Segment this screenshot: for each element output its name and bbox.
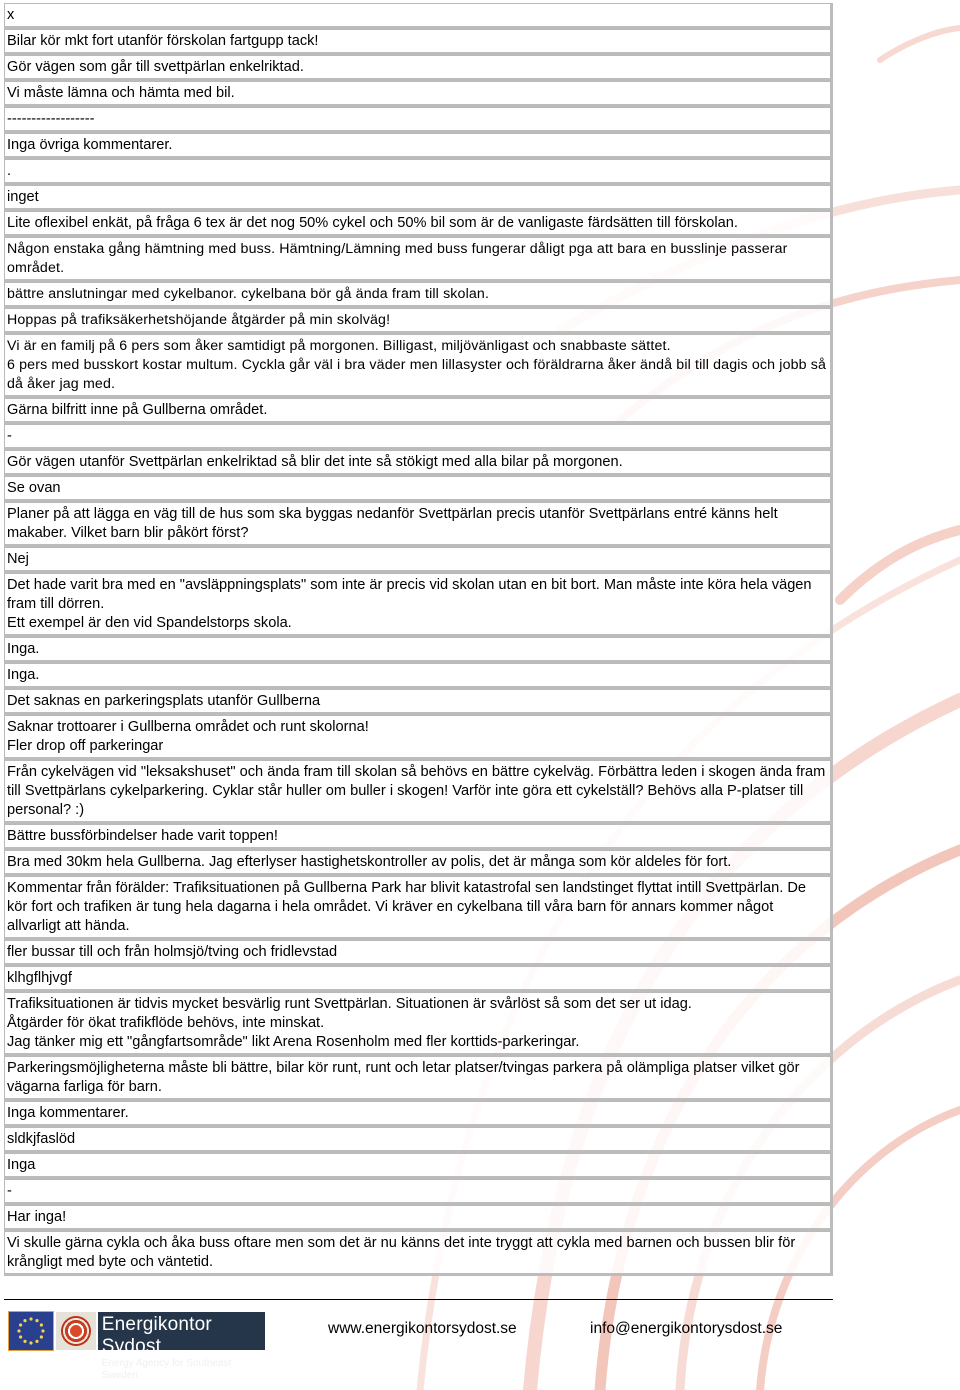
comment-row: Någon enstaka gång hämtning med buss. Hämtning/Lämning med buss fungerar dåligt pga att bara en busslinje passerar området. — [4, 237, 833, 282]
comment-row: Inga. — [4, 663, 833, 689]
comment-row: sldkjfaslöd — [4, 1127, 833, 1153]
comment-row: Det saknas en parkeringsplats utanför Gullberna — [4, 689, 833, 715]
comment-row: Nej — [4, 547, 833, 573]
comment-row: x — [4, 3, 833, 29]
comment-row: Det hade varit bra med en "avsläppningsplats" som inte är precis vid skolan utan en bit bort. Man måste inte köra hela vägen fram till dörren. Ett exempel är den vid Spandelstorps skola. — [4, 573, 833, 637]
comment-row: Saknar trottoarer i Gullberna området och runt skolorna! Fler drop off parkeringar — [4, 715, 833, 760]
comment-row: Inga övriga kommentarer. — [4, 133, 833, 159]
comment-row: Trafiksituationen är tidvis mycket besvärlig runt Svettpärlan. Situationen är svårlöst så som det ser ut idag. Åtgärder för ökat trafikflöde behövs, inte minskat. Jag tänker mig ett "gångfartsområde" likt Arena Rosenholm med fler korttids-parkeringar. — [4, 992, 833, 1056]
brand-subtitle: Energy Agency for Southeast Sweden — [101, 1358, 232, 1381]
comment-row: Vi är en familj på 6 pers som åker samtidigt på morgonen. Billigast, miljövänligast och snabbaste sättet. 6 pers med busskort kostar multum. Cyckla går väl i bra väder men lillasyster och föräldrarna åker ändå bil till dagis och jobb så då åker jag med. — [4, 334, 833, 398]
comment-row: Vi måste lämna och hämta med bil. — [4, 81, 833, 107]
comment-row: Vi skulle gärna cykla och åka buss oftare men som det är nu känns det inte tryggt att cykla med barnen och bussen blir för krångligt med byte och väntetid. — [4, 1231, 833, 1276]
comment-row: - — [4, 1179, 833, 1205]
comment-row: Gör vägen som går till svettpärlan enkelriktad. — [4, 55, 833, 81]
eu-flag-icon — [8, 1311, 54, 1351]
comment-row: Inga. — [4, 637, 833, 663]
comment-row: Se ovan — [4, 476, 833, 502]
comment-row: Inga kommentarer. — [4, 1101, 833, 1127]
comment-row: . — [4, 159, 833, 185]
comment-row: Bra med 30km hela Gullberna. Jag efterlyser hastighetskontroller av polis, det är många som kör aldeles för fort. — [4, 850, 833, 876]
comment-row: Bättre bussförbindelser hade varit toppen! — [4, 824, 833, 850]
comment-row: Parkeringsmöjligheterna måste bli bättre, bilar kör runt, runt och letar platser/tvingas parkera på olämpliga platser vilket gör vägarna farliga för barn. — [4, 1056, 833, 1101]
comment-row: Från cykelvägen vid "leksakshuset" och ända fram till skolan så behövs en bättre cykelväg. Förbättra leden i skogen ända fram till Svettpärlans cykelparkering. Cyklar står huller om buller i skogen! Varför inte göra ett cykelställ? Behövs alla P-platser till personal? :) — [4, 760, 833, 824]
comment-row: Hoppas på trafiksäkerhetshöjande åtgärder på min skolväg! — [4, 308, 833, 334]
website-link[interactable]: www.energikontorsydost.se — [328, 1320, 517, 1337]
comment-row: Har inga! — [4, 1205, 833, 1231]
comment-row: Inga — [4, 1153, 833, 1179]
comment-row: Planer på att lägga en väg till de hus som ska byggas nedanför Svettpärlan precis utanför Svettpärlans entré känns helt makaber. Vilket barn blir påkört först? — [4, 502, 833, 547]
footer-divider — [4, 1299, 833, 1300]
comment-row: Bilar kör mkt fort utanför förskolan fartgupp tack! — [4, 29, 833, 55]
energy-seal-icon — [56, 1312, 96, 1350]
comment-row: ------------------ — [4, 107, 833, 133]
comment-row: klhgflhjvgf — [4, 966, 833, 992]
comment-row: - — [4, 424, 833, 450]
brand-name: Energikontor Sydost — [101, 1314, 212, 1357]
comment-row: Lite oflexibel enkät, på fråga 6 tex är det nog 50% cykel och 50% bil som är de vanligaste färdsätten till förskolan. — [4, 211, 833, 237]
comment-row: bättre anslutningar med cykelbanor. cykelbana bör gå ända fram till skolan. — [4, 282, 833, 308]
email-link[interactable]: info@energikontorysdost.se — [590, 1320, 783, 1337]
brand-block — [98, 1312, 265, 1381]
comment-row: Gärna bilfritt inne på Gullberna området. — [4, 398, 833, 424]
comment-row: Kommentar från förälder: Trafiksituationen på Gullberna Park har blivit katastrofal sen landstinget flyttat intill Svettpärlan. De kör fort och trafiken är tung hela dagarna i hela området. Vi kräver en cykelbana till våra barn för annars kommer något allvarligt att hända. — [4, 876, 833, 940]
comment-row: fler bussar till och från holmsjö/tving och fridlevstad — [4, 940, 833, 966]
comments-table — [4, 3, 833, 1276]
comment-row: inget — [4, 185, 833, 211]
energikontor-logo — [8, 1311, 265, 1381]
comment-row: Gör vägen utanför Svettpärlan enkelriktad så blir det inte så stökigt med alla bilar på morgonen. — [4, 450, 833, 476]
